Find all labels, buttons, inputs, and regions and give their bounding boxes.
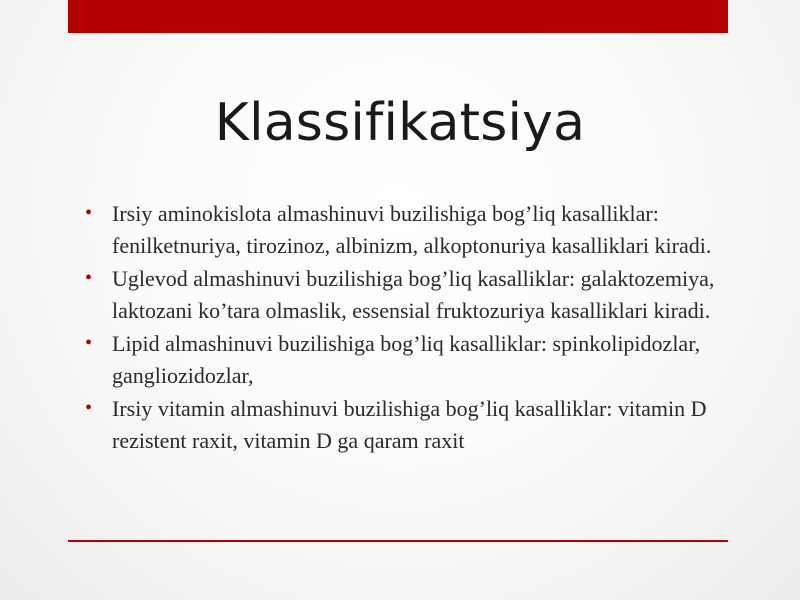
bullet-text: Uglevod almashinuvi buzilishiga bog’liq kasalliklar: galaktozemiya, laktozani ko’tara olmaslik, essensial fruktozuriya kasalliklari kiradi. — [112, 266, 715, 323]
bullet-text: Irsiy aminokislota almashinuvi buzilishiga bog’liq kasalliklar: fenilketnuriya, tirozinoz, albinizm, alkoptonuriya kasalliklari kiradi. — [112, 201, 712, 258]
bullet-dot-icon: • — [85, 202, 93, 224]
bullet-dot-icon: • — [85, 332, 93, 354]
bullet-dot-icon: • — [85, 267, 93, 289]
top-accent-bar — [68, 0, 728, 33]
bullet-item — [84, 393, 724, 457]
bottom-divider-line — [68, 540, 728, 542]
bullet-item — [84, 263, 724, 327]
bullet-dot-icon: • — [85, 397, 93, 419]
bullet-text: Irsiy vitamin almashinuvi buzilishiga bog’liq kasalliklar: vitamin D rezistent raxit, vitamin D ga qaram raxit — [112, 396, 707, 453]
slide-title: Klassifikatsiya — [214, 93, 586, 153]
bullet-item — [84, 198, 724, 262]
bullet-text: Lipid almashinuvi buzilishiga bog’liq kasalliklar: spinkolipidozlar, gangliozidozlar, — [112, 331, 701, 388]
bullet-list — [84, 198, 724, 458]
bullet-item — [84, 328, 724, 392]
